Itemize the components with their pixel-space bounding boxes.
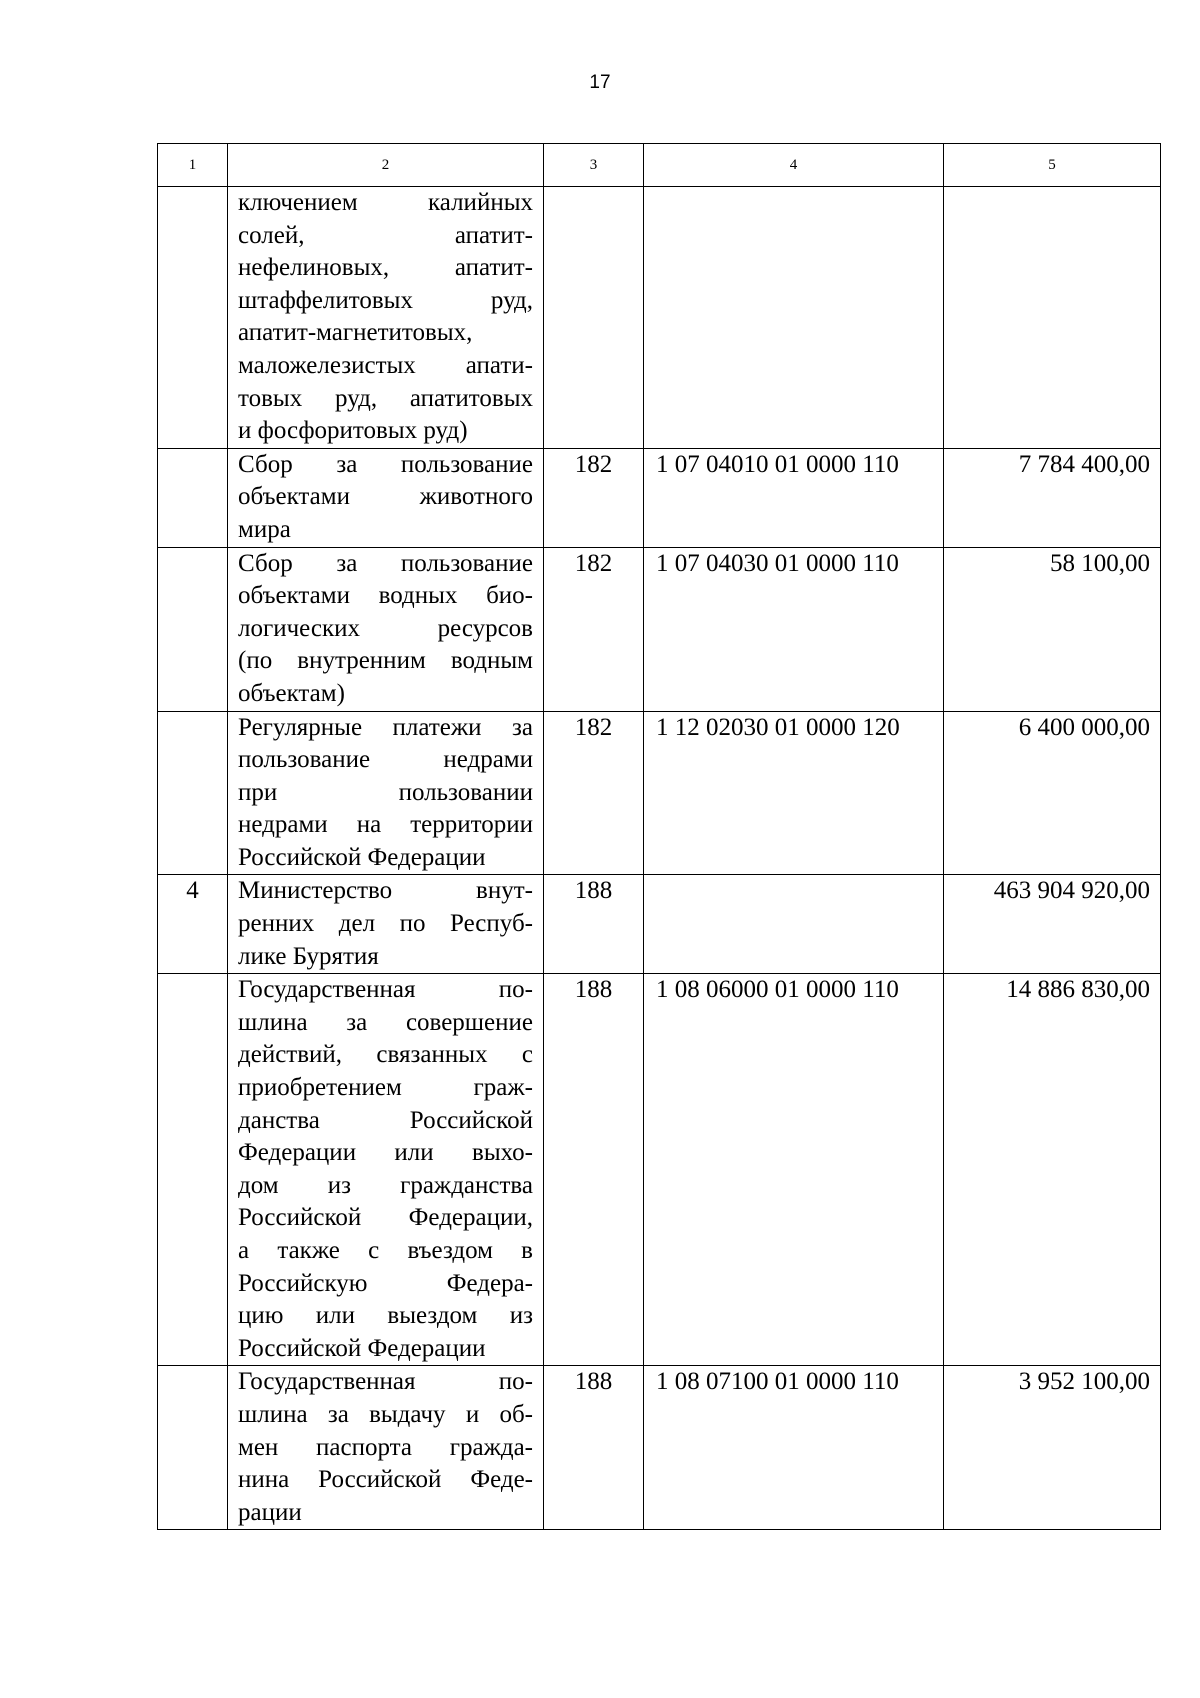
row-name-cell-text xyxy=(228,548,543,711)
row-kbk-cell-text: 1 07 04010 01 0000 110 xyxy=(656,450,899,478)
row-name-line: (по внутренним водным xyxy=(238,647,533,675)
header-col-5: 5 xyxy=(944,144,1161,187)
row-name-line: ренних дел по Респуб- xyxy=(238,910,533,938)
row-number-cell-text: 4 xyxy=(186,877,199,905)
row-name-line: и фосфоритовых руд) xyxy=(238,417,468,445)
row-admin-code-cell-text: 182 xyxy=(574,549,613,577)
row-kbk-cell-text: 1 07 04030 01 0000 110 xyxy=(656,549,899,577)
header-col-1: 1 xyxy=(158,144,228,187)
row-name-cell xyxy=(228,875,544,974)
row-amount-cell-text: 14 886 830,00 xyxy=(1006,976,1150,1004)
row-name-line: дом из гражданства xyxy=(238,1171,533,1199)
row-name-line: приобретением граж- xyxy=(238,1074,533,1102)
row-admin-code-cell-text: 188 xyxy=(574,1368,613,1396)
row-name-line: цию или выездом из xyxy=(238,1302,533,1330)
row-name-line: при пользовании xyxy=(238,778,533,806)
row-name-line: солей, апатит- xyxy=(238,221,533,249)
row-kbk-cell-text: 1 08 06000 01 0000 110 xyxy=(656,976,899,1004)
row-admin-code-cell-text: 188 xyxy=(574,877,613,905)
row-admin-code-cell xyxy=(544,448,644,547)
row-name-line: рации xyxy=(238,1498,302,1526)
row-name-cell xyxy=(228,1366,544,1530)
row-kbk-cell xyxy=(644,1366,944,1530)
row-admin-code-cell xyxy=(544,1366,644,1530)
row-name-line: апатит-магнетитовых, xyxy=(238,319,473,347)
header-row xyxy=(158,144,1161,187)
row-kbk-cell xyxy=(644,547,944,711)
table-row xyxy=(158,448,1161,547)
row-name-line: Российской Федерации, xyxy=(238,1204,533,1232)
row-name-line: Государственная по- xyxy=(238,976,533,1004)
row-name-line: Российской Федерации xyxy=(238,1334,486,1362)
row-name-line: нефелиновых, апатит- xyxy=(238,254,533,282)
row-amount-cell xyxy=(944,187,1161,449)
row-admin-code-cell xyxy=(544,875,644,974)
row-kbk-cell xyxy=(644,974,944,1366)
row-name-line: нина Российской Феде- xyxy=(238,1466,533,1494)
row-number-cell xyxy=(158,547,228,711)
row-admin-code-cell-text: 182 xyxy=(574,713,613,741)
row-name-line: товых руд, апатитовых xyxy=(238,384,533,412)
row-name-cell-text xyxy=(228,449,543,547)
row-amount-cell-text: 7 784 400,00 xyxy=(1018,450,1150,478)
table-body xyxy=(158,187,1161,1530)
row-name-cell-text xyxy=(228,187,543,448)
row-name-line: маложелезистых апати- xyxy=(238,351,533,379)
row-name-cell xyxy=(228,711,544,875)
row-kbk-cell-text: 1 08 07100 01 0000 110 xyxy=(656,1368,899,1396)
row-number-cell xyxy=(158,187,228,449)
page-number: 17 xyxy=(589,72,611,93)
row-number-cell xyxy=(158,974,228,1366)
row-name-cell xyxy=(228,187,544,449)
table-row xyxy=(158,187,1161,449)
row-amount-cell xyxy=(944,547,1161,711)
row-name-line: штаффелитовых руд, xyxy=(238,286,533,314)
table-row xyxy=(158,547,1161,711)
row-kbk-cell xyxy=(644,187,944,449)
row-name-line: недрами на территории xyxy=(238,811,533,839)
row-name-line: лике Бурятия xyxy=(238,942,379,970)
row-number-cell xyxy=(158,1366,228,1530)
header-col-4: 4 xyxy=(644,144,944,187)
row-name-cell xyxy=(228,974,544,1366)
row-name-line: шлина за выдачу и об- xyxy=(238,1400,533,1428)
row-name-line: шлина за совершение xyxy=(238,1008,533,1036)
header-col-2: 2 xyxy=(228,144,544,187)
row-name-line: Российскую Федера- xyxy=(238,1269,533,1297)
row-number-cell xyxy=(158,711,228,875)
row-admin-code-cell xyxy=(544,974,644,1366)
row-name-cell xyxy=(228,448,544,547)
row-number-cell xyxy=(158,448,228,547)
row-name-line: Регулярные платежи за xyxy=(238,713,533,741)
row-name-line: объектами водных био- xyxy=(238,582,533,610)
row-name-line: действий, связанных с xyxy=(238,1041,533,1069)
row-admin-code-cell-text: 182 xyxy=(574,450,613,478)
row-name-line: мен паспорта гражда- xyxy=(238,1433,533,1461)
row-name-line: логических ресурсов xyxy=(238,614,533,642)
row-name-line: Федерации или выхо- xyxy=(238,1139,533,1167)
row-amount-cell-text: 463 904 920,00 xyxy=(993,877,1150,905)
row-name-line: Сбор за пользование xyxy=(238,549,533,577)
row-number-cell xyxy=(158,875,228,974)
row-name-cell xyxy=(228,547,544,711)
row-amount-cell xyxy=(944,974,1161,1366)
row-name-line: ключением калийных xyxy=(238,189,533,216)
row-amount-cell xyxy=(944,1366,1161,1530)
row-name-line: Государственная по- xyxy=(238,1368,533,1396)
row-name-line: а также с въездом в xyxy=(238,1237,533,1264)
row-admin-code-cell xyxy=(544,711,644,875)
budget-table xyxy=(157,143,1161,1530)
table-row xyxy=(158,711,1161,875)
row-name-line: мира xyxy=(238,515,291,543)
row-name-cell-text xyxy=(228,875,543,973)
row-name-line: Сбор за пользование xyxy=(238,450,533,478)
row-kbk-cell xyxy=(644,875,944,974)
row-name-cell-text xyxy=(228,712,543,875)
table-row xyxy=(158,1366,1161,1530)
row-kbk-cell xyxy=(644,448,944,547)
table-row xyxy=(158,875,1161,974)
row-name-line: объектами животного xyxy=(238,483,533,511)
row-amount-cell-text: 3 952 100,00 xyxy=(1018,1368,1150,1396)
row-kbk-cell-text: 1 12 02030 01 0000 120 xyxy=(656,713,900,741)
row-amount-cell-text: 6 400 000,00 xyxy=(1018,713,1150,741)
table-header xyxy=(158,144,1161,187)
row-name-line: Российской Федерации xyxy=(238,843,486,871)
row-amount-cell xyxy=(944,875,1161,974)
row-amount-cell xyxy=(944,448,1161,547)
row-name-line: данства Российской xyxy=(238,1106,533,1134)
table-row xyxy=(158,974,1161,1366)
row-kbk-cell xyxy=(644,711,944,875)
row-amount-cell xyxy=(944,711,1161,875)
row-name-line: объектам) xyxy=(238,679,345,707)
header-col-3: 3 xyxy=(544,144,644,187)
row-name-cell-text xyxy=(228,1366,543,1529)
row-admin-code-cell-text: 188 xyxy=(574,976,613,1004)
row-amount-cell-text: 58 100,00 xyxy=(1050,549,1150,577)
row-name-cell-text xyxy=(228,974,543,1365)
row-name-line: Министерство внут- xyxy=(238,877,533,905)
row-admin-code-cell xyxy=(544,187,644,449)
row-name-line: пользование недрами xyxy=(238,746,533,774)
row-admin-code-cell xyxy=(544,547,644,711)
